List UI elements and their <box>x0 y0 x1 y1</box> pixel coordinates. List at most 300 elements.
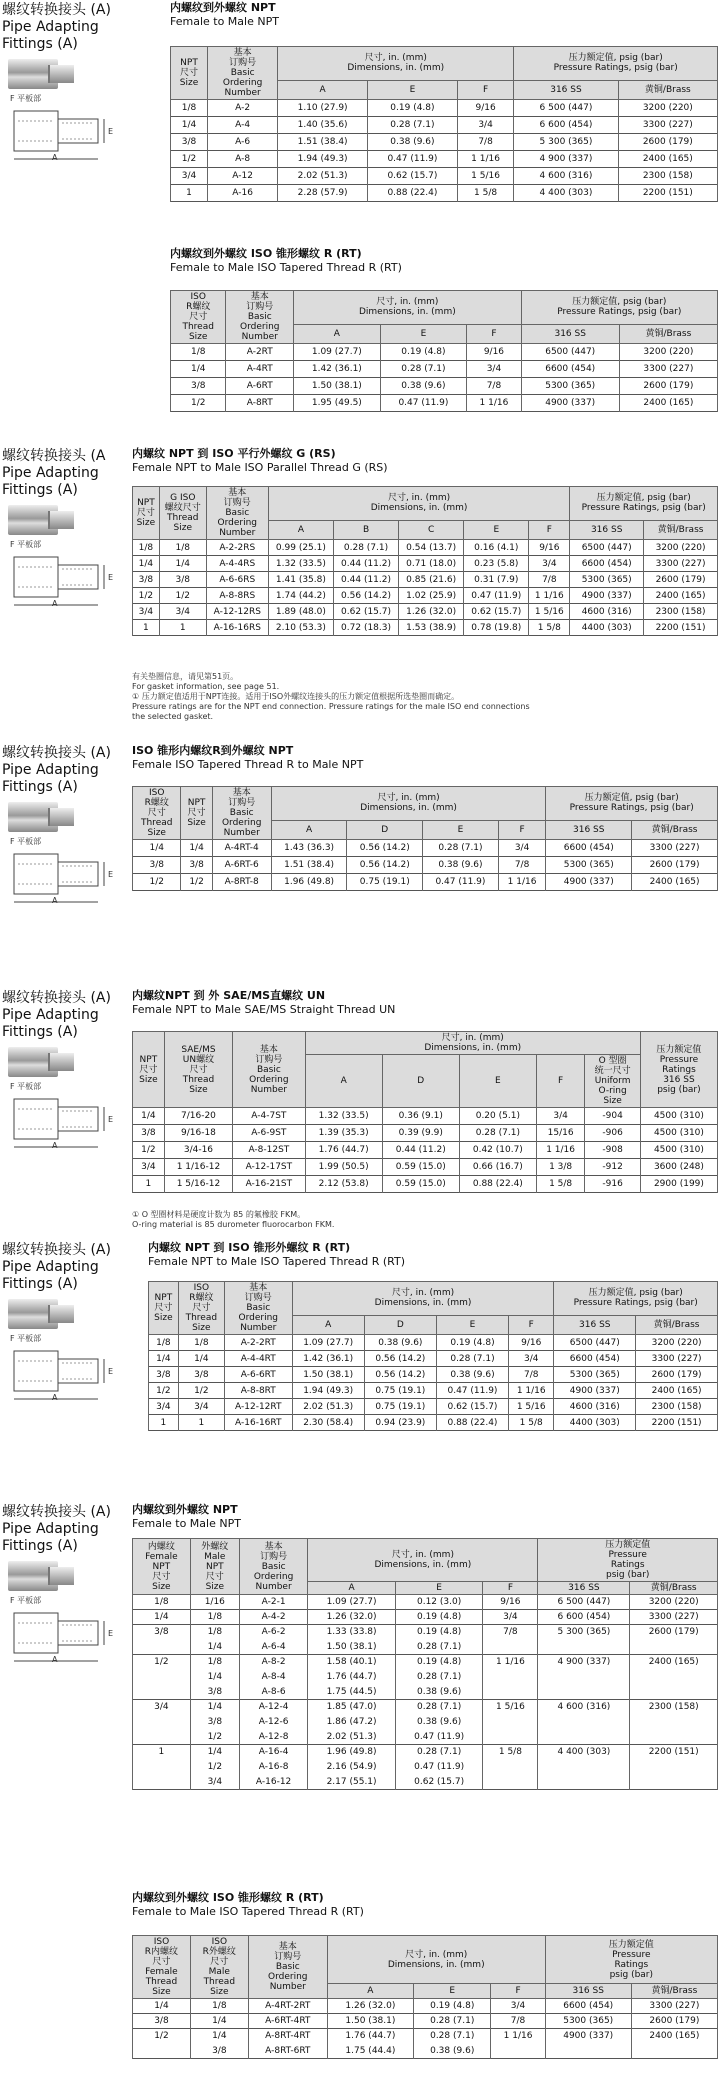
table-row <box>133 1730 718 1745</box>
column-header: G ISO 螺纹尺寸 Thread Size <box>159 487 206 540</box>
table-cell <box>133 2044 191 2059</box>
column-header: 黄铜/Brass <box>644 520 718 539</box>
section-label-line: 螺纹转换接头 (A <box>2 448 106 464</box>
table-cell <box>631 2044 717 2059</box>
table-cell: 3/4 <box>159 604 206 620</box>
table-cell: 4600 (316) <box>570 604 644 620</box>
footnote-line: For gasket information, see page 51. <box>132 682 280 691</box>
table-cell: 6 500 (447) <box>514 100 618 117</box>
table-cell: 3200 (220) <box>636 1335 718 1351</box>
table-cell: 6500 (447) <box>521 344 619 361</box>
table-cell <box>630 1775 718 1790</box>
table-cell: A-16-16RS <box>206 620 268 636</box>
table-cell: A-6 <box>208 134 278 151</box>
section-label-line: Fittings (A) <box>2 1538 78 1554</box>
table-cell: A-6RT-4RT <box>248 2014 327 2029</box>
table-cell <box>538 1760 630 1775</box>
table-cell: 3/4-16 <box>164 1142 232 1159</box>
table-cell: 1.41 (35.8) <box>268 572 333 588</box>
table-cell: 0.28 (7.1) <box>368 117 458 134</box>
table-cell: -912 <box>585 1159 641 1176</box>
table-cell: 1.32 (33.5) <box>305 1108 382 1125</box>
table-cell: 1/8 <box>133 540 160 556</box>
table-cell: 3300 (227) <box>644 556 718 572</box>
table-cell: 0.28 (7.1) <box>395 1700 483 1715</box>
table-cell <box>538 1685 630 1700</box>
table-cell: 1.09 (27.7) <box>308 1595 396 1610</box>
table-cell: 0.20 (5.1) <box>459 1108 536 1125</box>
table-cell: 0.47 (11.9) <box>436 1383 508 1399</box>
table-row <box>133 604 718 620</box>
table-cell: 1/4 <box>149 1351 179 1367</box>
table-title <box>132 1503 241 1531</box>
fitting-drawing <box>8 94 134 163</box>
table-cell: 2400 (165) <box>631 2029 717 2044</box>
table-cell: 1 1/16-12 <box>164 1159 232 1176</box>
table-cell: 4400 (303) <box>554 1415 636 1431</box>
column-header: A <box>268 520 333 539</box>
table-cell: 2600 (179) <box>631 2014 717 2029</box>
column-header: F <box>509 1315 554 1334</box>
table-cell: 0.47 (11.9) <box>368 151 458 168</box>
table-cell: 1/8 <box>190 1655 239 1670</box>
column-header: F <box>529 520 570 539</box>
table-cell: 3/4 <box>536 1108 584 1125</box>
table-row <box>171 151 718 168</box>
table-cell: 4500 (310) <box>640 1142 717 1159</box>
table-cell: 2600 (179) <box>636 1367 718 1383</box>
table-cell: 0.28 (7.1) <box>380 361 467 378</box>
table-cell: A-2-2RT <box>224 1335 292 1351</box>
table-cell <box>630 1760 718 1775</box>
spec-table <box>170 290 718 412</box>
table-cell: 1/4 <box>190 1640 239 1655</box>
pressure-header: 压力额定值, psig (bar) Pressure Ratings, psig (bar) <box>546 787 718 821</box>
table-row <box>133 2014 718 2029</box>
table-cell: A-4 <box>208 117 278 134</box>
table-cell: 0.28 (7.1) <box>436 1351 508 1367</box>
table-cell: 7/8 <box>498 857 546 874</box>
table-cell: 1/8 <box>149 1335 179 1351</box>
table-cell: 2300 (158) <box>618 168 717 185</box>
table-cell: A-4-2 <box>239 1610 307 1625</box>
column-header: 基本 订购号 Basic Ordering Number <box>212 787 271 840</box>
table-cell: 2400 (165) <box>619 395 717 412</box>
table-cell: 1.42 (36.1) <box>292 1351 364 1367</box>
table-cell: 1.50 (38.1) <box>327 2014 413 2029</box>
column-header: A <box>271 820 347 839</box>
table-cell: 1/4 <box>190 1700 239 1715</box>
table-cell: 0.44 (11.2) <box>382 1142 459 1159</box>
table-cell: 0.38 (9.6) <box>395 1685 483 1700</box>
column-header: NPT 尺寸 Size <box>149 1282 179 1335</box>
table-cell: 0.28 (7.1) <box>395 1745 483 1760</box>
table-cell: 3/4 <box>498 840 546 857</box>
table-row <box>133 620 718 636</box>
table-row <box>133 1108 718 1125</box>
pressure-header: 压力额定值, psig (bar) Pressure Ratings, psig (bar) <box>514 47 718 81</box>
fitting-drawing <box>8 1334 134 1403</box>
section-label <box>2 1242 134 1403</box>
table-cell: 0.62 (15.7) <box>368 168 458 185</box>
table-cell: 1.10 (27.9) <box>278 100 368 117</box>
dim-e-label: E <box>108 870 114 879</box>
table-cell: 3/4 <box>491 1999 545 2014</box>
table-cell: 1.39 (35.3) <box>305 1125 382 1142</box>
dim-e-label: E <box>108 1629 114 1638</box>
column-header: F <box>483 1582 538 1595</box>
table-cell: A-8-8RS <box>206 588 268 604</box>
table-cell: 0.94 (23.9) <box>364 1415 436 1431</box>
table-cell <box>630 1670 718 1685</box>
table-cell: 2200 (151) <box>618 185 717 202</box>
table-cell: 2600 (179) <box>632 857 718 874</box>
fitting-photo <box>8 505 58 535</box>
spec-table <box>148 1281 718 1431</box>
column-header: ISO R螺纹 尺寸 Thread Size <box>178 1282 224 1335</box>
table-cell: 0.28 (7.1) <box>423 840 499 857</box>
table-cell: 2300 (158) <box>636 1399 718 1415</box>
table-cell <box>491 2044 545 2059</box>
table-cell: 0.54 (13.7) <box>399 540 464 556</box>
table-row <box>171 168 718 185</box>
table-cell: 1 5/16-12 <box>164 1176 232 1193</box>
table-row <box>133 572 718 588</box>
table-cell: 0.28 (7.1) <box>459 1125 536 1142</box>
table-cell: 3/4 <box>457 117 513 134</box>
table-cell <box>630 1640 718 1655</box>
table-title <box>132 1891 364 1919</box>
column-header: A <box>327 1984 413 1999</box>
table-cell: 0.19 (4.8) <box>368 100 458 117</box>
footnote-line: 有关垫圈信息，请见第51页。 <box>132 672 239 681</box>
column-header: F <box>467 324 521 343</box>
table-cell: 4500 (310) <box>640 1108 717 1125</box>
table-cell: 1/4 <box>190 1670 239 1685</box>
pressure-header: 压力额定值, psig (bar) Pressure Ratings, psig (bar) <box>554 1282 718 1316</box>
table-cell: A-8-12ST <box>233 1142 306 1159</box>
hex-flat-label: F 平板部 <box>10 540 42 549</box>
table-cell: 0.88 (22.4) <box>368 185 458 202</box>
table-row <box>171 361 718 378</box>
column-header: 基本 订购号 Basic Ordering Number <box>208 47 278 100</box>
footnote <box>132 1210 334 1230</box>
table-cell: 0.44 (11.2) <box>333 572 398 588</box>
table-cell: 2600 (179) <box>619 378 717 395</box>
table-row <box>149 1335 718 1351</box>
hex-flat-label: F 平板部 <box>10 1596 42 1605</box>
table-cell: 0.47 (11.9) <box>395 1760 483 1775</box>
section-label-line: Pipe Adapting <box>2 762 99 778</box>
table-cell: A-2-1 <box>239 1595 307 1610</box>
table-cell <box>538 1640 630 1655</box>
table-cell: 0.16 (4.1) <box>464 540 529 556</box>
dimensions-header: 尺寸, in. (mm) Dimensions, in. (mm) <box>271 787 546 821</box>
table-cell: 1/4 <box>133 1610 191 1625</box>
table-cell: 1.85 (47.0) <box>308 1700 396 1715</box>
table-cell: 1/8 <box>159 540 206 556</box>
table-cell: A-2RT <box>226 344 294 361</box>
hex-flat-label: F 平板部 <box>10 1334 42 1343</box>
column-header: 基本 订购号 Basic Ordering Number <box>224 1282 292 1335</box>
table-cell: 7/8 <box>491 2014 545 2029</box>
table-cell: 1 1/16 <box>509 1383 554 1399</box>
table-cell: 2300 (158) <box>630 1700 718 1715</box>
table-cell: 1/2 <box>181 874 212 891</box>
table-cell: 3300 (227) <box>630 1610 718 1625</box>
table-cell: A-8RT-8 <box>212 874 271 891</box>
table-cell: 2.02 (51.3) <box>292 1399 364 1415</box>
column-header: 基本 订购号 Basic Ordering Number <box>239 1539 307 1595</box>
table-cell: 0.23 (5.8) <box>464 556 529 572</box>
table-cell: 1/8 <box>190 1625 239 1640</box>
hex-flat-label: F 平板部 <box>10 837 42 846</box>
table-cell: 2200 (151) <box>644 620 718 636</box>
table-cell: 4900 (337) <box>546 874 632 891</box>
column-header: 基本 订购号 Basic Ordering Number <box>206 487 268 540</box>
table-row <box>133 1715 718 1730</box>
table-cell: 7/8 <box>529 572 570 588</box>
table-row <box>133 1760 718 1775</box>
table-cell: -906 <box>585 1125 641 1142</box>
spec-table <box>132 786 718 891</box>
table-title <box>132 744 363 772</box>
section-label <box>2 745 134 906</box>
table-cell: 1 3/8 <box>536 1159 584 1176</box>
table-cell: 2.30 (58.4) <box>292 1415 364 1431</box>
table-cell <box>538 1775 630 1790</box>
column-header: E <box>423 820 499 839</box>
table-cell: 3/8 <box>178 1367 224 1383</box>
column-header: SAE/MS UN螺纹 尺寸 Thread Size <box>164 1032 232 1108</box>
table-row <box>133 1625 718 1640</box>
footnote-line: the selected gasket. <box>132 712 214 721</box>
table-cell: 1 5/16 <box>509 1399 554 1415</box>
table-row <box>133 857 718 874</box>
table-cell: 2400 (165) <box>618 151 717 168</box>
footnote-line: ① O 型圈材料是硬度计数为 85 的氟橡胶 FKM。 <box>132 1210 306 1219</box>
table-title-en: Female to Male ISO Tapered Thread R (RT) <box>132 1905 364 1918</box>
table-cell: 0.28 (7.1) <box>395 1640 483 1655</box>
table-row <box>171 344 718 361</box>
section-label-line: Pipe Adapting <box>2 1007 99 1023</box>
table-cell: 3/8 <box>190 1715 239 1730</box>
dim-e-label: E <box>108 127 114 136</box>
table-cell: 0.59 (15.0) <box>382 1176 459 1193</box>
column-header: D <box>382 1055 459 1108</box>
table-row <box>133 540 718 556</box>
table-cell: 1.26 (32.0) <box>308 1610 396 1625</box>
hex-flat-label: F 平板部 <box>10 94 42 103</box>
column-header: 压力额定值 Pressure Ratings 316 SS psig (bar) <box>640 1032 717 1108</box>
table-row <box>133 1125 718 1142</box>
table-cell: 1 5/8 <box>483 1745 538 1760</box>
table-cell: 2.02 (51.3) <box>278 168 368 185</box>
table-cell: 1 <box>149 1415 179 1431</box>
dimensions-header: 尺寸, in. (mm) Dimensions, in. (mm) <box>308 1539 538 1582</box>
table-title-cn: 内螺纹到外螺纹 ISO 锥形螺纹 R (RT) <box>132 1891 324 1904</box>
fitting-photo <box>8 1299 58 1329</box>
table-cell: 0.42 (10.7) <box>459 1142 536 1159</box>
column-header: E <box>395 1582 483 1595</box>
table-cell <box>483 1640 538 1655</box>
table-cell: 2600 (179) <box>618 134 717 151</box>
table-cell: 0.38 (9.6) <box>395 1715 483 1730</box>
section-label-line: Fittings (A) <box>2 482 78 498</box>
table-cell: A-12-12RS <box>206 604 268 620</box>
table-cell: A-4RT-2RT <box>248 1999 327 2014</box>
table-cell: A-8 <box>208 151 278 168</box>
table-cell: 3300 (227) <box>631 1999 717 2014</box>
table-cell: 2400 (165) <box>630 1655 718 1670</box>
column-header: O 型圈 统一尺寸 Uniform O-ring Size <box>585 1055 641 1108</box>
table-title <box>132 447 388 475</box>
table-cell: 0.31 (7.9) <box>464 572 529 588</box>
pressure-header: 压力额定值 Pressure Ratings psig (bar) <box>545 1936 717 1984</box>
table-cell: 2900 (199) <box>640 1176 717 1193</box>
table-row <box>149 1383 718 1399</box>
table-cell: 1.89 (48.0) <box>268 604 333 620</box>
table-cell: 3300 (227) <box>636 1351 718 1367</box>
table-cell: 2600 (179) <box>630 1625 718 1640</box>
table-cell: 5300 (365) <box>546 857 632 874</box>
table-cell: 4 400 (303) <box>514 185 618 202</box>
table-cell <box>483 1760 538 1775</box>
table-cell: 9/16-18 <box>164 1125 232 1142</box>
section-label-line: Pipe Adapting <box>2 465 99 481</box>
table-cell: 1.50 (38.1) <box>308 1640 396 1655</box>
table-cell: A-4RT-4 <box>212 840 271 857</box>
dim-a-label: A <box>52 599 58 608</box>
table-cell: 0.75 (19.1) <box>364 1383 436 1399</box>
table-cell: A-16-8 <box>239 1760 307 1775</box>
table-cell: 4 600 (316) <box>538 1700 630 1715</box>
table-cell: 9/16 <box>483 1595 538 1610</box>
table-cell: 0.88 (22.4) <box>436 1415 508 1431</box>
table-row <box>133 1685 718 1700</box>
table-cell: 1/4 <box>181 840 212 857</box>
column-header: ISO R螺纹 尺寸 Thread Size <box>171 291 226 344</box>
column-header: E <box>380 324 467 343</box>
table-cell: 1 1/16 <box>491 2029 545 2044</box>
table-cell: A-6-9ST <box>233 1125 306 1142</box>
column-header: 316 SS <box>545 1984 631 1999</box>
table-cell: 1.94 (49.3) <box>278 151 368 168</box>
table-cell: A-8RT <box>226 395 294 412</box>
table-cell: 1/4 <box>133 1999 191 2014</box>
table-cell: 3/8 <box>159 572 206 588</box>
table-title-cn: ISO 锥形内螺纹R到外螺纹 NPT <box>132 744 294 757</box>
table-cell: A-6-4 <box>239 1640 307 1655</box>
column-header: NPT 尺寸 Size <box>181 787 212 840</box>
spec-table <box>132 1031 718 1193</box>
dim-e-label: E <box>108 1367 114 1376</box>
column-header: F <box>491 1984 545 1999</box>
footnote-line: O-ring material is 85 durometer fluorocarbon FKM. <box>132 1220 335 1229</box>
table-cell: 0.56 (14.2) <box>347 857 423 874</box>
table-cell: 1/8 <box>178 1335 224 1351</box>
table-cell: 3/4 <box>133 1159 165 1176</box>
table-cell: 0.88 (22.4) <box>459 1176 536 1193</box>
table-cell: 1/2 <box>133 874 181 891</box>
fitting-drawing <box>8 1082 134 1151</box>
table-row <box>133 1640 718 1655</box>
table-cell: 1.94 (49.3) <box>292 1383 364 1399</box>
table-row <box>133 1655 718 1670</box>
table-title-cn: 内螺纹 NPT 到 ISO 锥形外螺纹 R (RT) <box>148 1241 351 1254</box>
section-label <box>2 990 134 1151</box>
table-cell: 1/4 <box>190 1745 239 1760</box>
table-cell: 1 <box>133 620 160 636</box>
table-cell: 1.86 (47.2) <box>308 1715 396 1730</box>
table-cell: 1/2 <box>178 1383 224 1399</box>
table-cell: 4 600 (316) <box>514 168 618 185</box>
table-cell: -908 <box>585 1142 641 1159</box>
table-cell: 1 5/16 <box>483 1700 538 1715</box>
table-cell: 3/8 <box>133 572 160 588</box>
column-header: A <box>294 324 381 343</box>
table-cell: 3/8 <box>133 1125 165 1142</box>
table-cell: 1/8 <box>133 1595 191 1610</box>
table-cell: 0.38 (9.6) <box>380 378 467 395</box>
table-cell: 3/8 <box>171 378 226 395</box>
dimensions-header: 尺寸, in. (mm) Dimensions, in. (mm) <box>292 1282 554 1316</box>
table-cell: 0.56 (14.2) <box>333 588 398 604</box>
table-cell: 0.28 (7.1) <box>333 540 398 556</box>
table-cell: 0.47 (11.9) <box>423 874 499 891</box>
table-title-cn: 内螺纹到外螺纹 NPT <box>132 1503 238 1516</box>
table-cell: 0.38 (9.6) <box>423 857 499 874</box>
table-cell: 1/8 <box>190 1999 248 2014</box>
table-cell: A-6-6RS <box>206 572 268 588</box>
table-cell: 1/4 <box>190 2014 248 2029</box>
table-cell: 6 500 (447) <box>538 1595 630 1610</box>
table-cell: 4 900 (337) <box>514 151 618 168</box>
table-cell: 2.02 (51.3) <box>308 1730 396 1745</box>
table-cell <box>133 1730 191 1745</box>
table-cell: 1 5/8 <box>529 620 570 636</box>
table-cell: 4900 (337) <box>545 2029 631 2044</box>
table-row <box>133 1700 718 1715</box>
column-header: B <box>333 520 398 539</box>
table-cell: 5300 (365) <box>545 2014 631 2029</box>
table-cell: 6600 (454) <box>554 1351 636 1367</box>
table-cell: 6600 (454) <box>521 361 619 378</box>
table-cell: 9/16 <box>529 540 570 556</box>
table-cell: A-8RT-4RT <box>248 2029 327 2044</box>
table-cell: 0.75 (19.1) <box>347 874 423 891</box>
table-title <box>170 1 279 29</box>
table-cell: 1/2 <box>133 588 160 604</box>
column-header: E <box>436 1315 508 1334</box>
table-row <box>133 1745 718 1760</box>
table-cell: 1 5/16 <box>457 168 513 185</box>
table-cell: 1/4 <box>190 2029 248 2044</box>
table-cell: 3/8 <box>133 1625 191 1640</box>
table-cell: 6 600 (454) <box>538 1610 630 1625</box>
table-cell: 4400 (303) <box>570 620 644 636</box>
table-cell: 6500 (447) <box>570 540 644 556</box>
table-cell: 3300 (227) <box>632 840 718 857</box>
column-header: 316 SS <box>521 324 619 343</box>
column-header: A <box>305 1055 382 1108</box>
table-cell <box>133 1640 191 1655</box>
table-cell: 0.78 (19.8) <box>464 620 529 636</box>
table-title <box>148 1241 405 1269</box>
table-cell: -916 <box>585 1176 641 1193</box>
table-cell: 1.95 (49.5) <box>294 395 381 412</box>
table-cell: 7/8 <box>483 1625 538 1640</box>
